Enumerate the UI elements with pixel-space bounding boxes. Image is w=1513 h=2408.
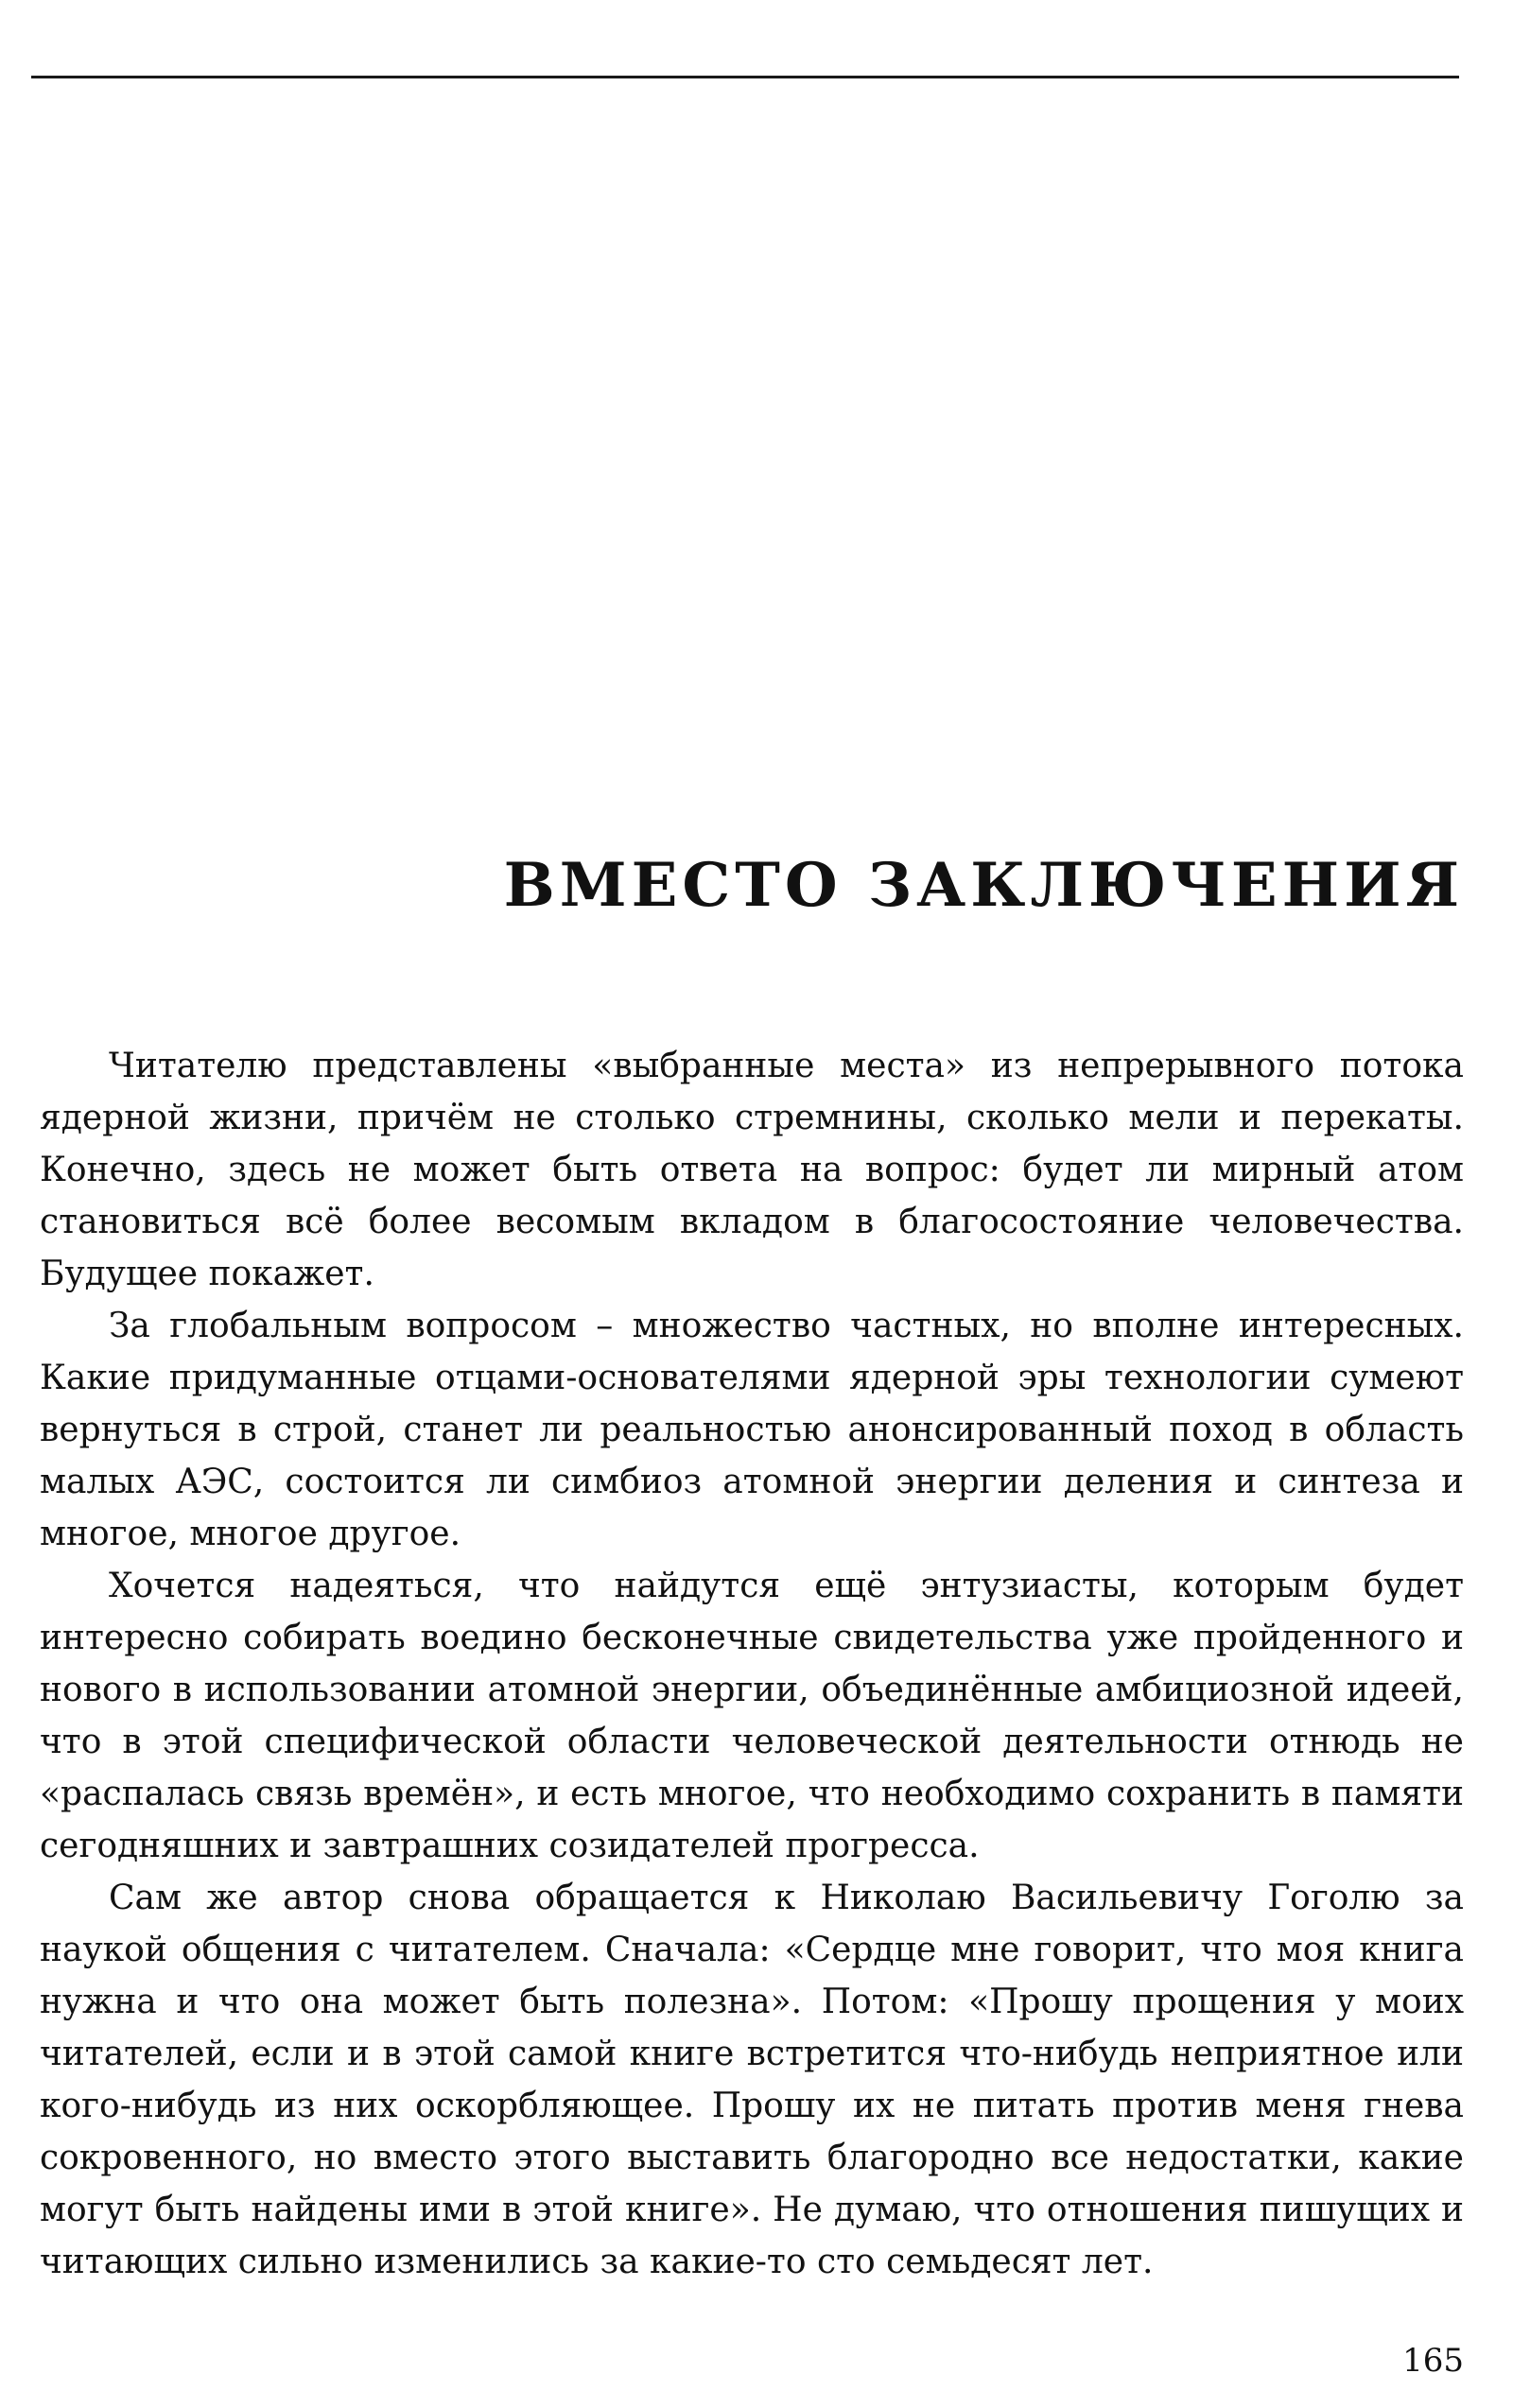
paragraph-3: Хочется надеяться, что найдутся ещё энтузиасты, которым будет интересно собирать воедино бесконечные свидетельства уже пройденного и нового в использовании атомной энергии, объединённые амбициозной идеей, что в этой специфической области человеческой деятельности отнюдь не «распалась связь времён», и есть многое, что необходимо сохранить в памяти сегодняшних и завтрашних созидателей прогресса.: [40, 1567, 1464, 1865]
page-number: 165: [1402, 2342, 1464, 2380]
chapter-title: ВМЕСТО ЗАКЛЮЧЕНИЯ: [503, 850, 1464, 921]
body-text: [40, 1040, 1464, 2288]
paragraph-1: Читателю представлены «выбранные места» из непрерывного потока ядерной жизни, причём не столько стремнины, сколько мели и перекаты. Конечно, здесь не может быть ответа на вопрос: будет ли мирный атом становиться всё более весомым вкладом в благосостояние человечества. Будущее покажет.: [40, 1047, 1464, 1293]
paragraph-4: Сам же автор снова обращается к Николаю Васильевичу Гоголю за наукой общения с читателем. Сначала: «Сердце мне говорит, что моя книга нужна и что она может быть полезна». Потом: «Прошу прощения у моих читателей, если и в этой самой книге встретится что-нибудь неприятное или кого-нибудь из них оскорбляющее. Прошу их не питать против меня гнева сокровенного, но вместо этого выставить благородно все недостатки, какие могут быть найдены ими в этой книге». Не думаю, что отношения пишущих и читающих сильно изменились за какие-то сто семьдесят лет.: [40, 1879, 1464, 2281]
top-rule: [31, 76, 1459, 78]
paragraph-2: За глобальным вопросом – множество частных, но вполне интересных. Какие придуманные отцами-основателями ядерной эры технологии сумеют вернуться в строй, станет ли реальностью анонсированный поход в область малых АЭС, состоится ли симбиоз атомной энергии деления и синтеза и многое, многое другое.: [40, 1307, 1464, 1553]
